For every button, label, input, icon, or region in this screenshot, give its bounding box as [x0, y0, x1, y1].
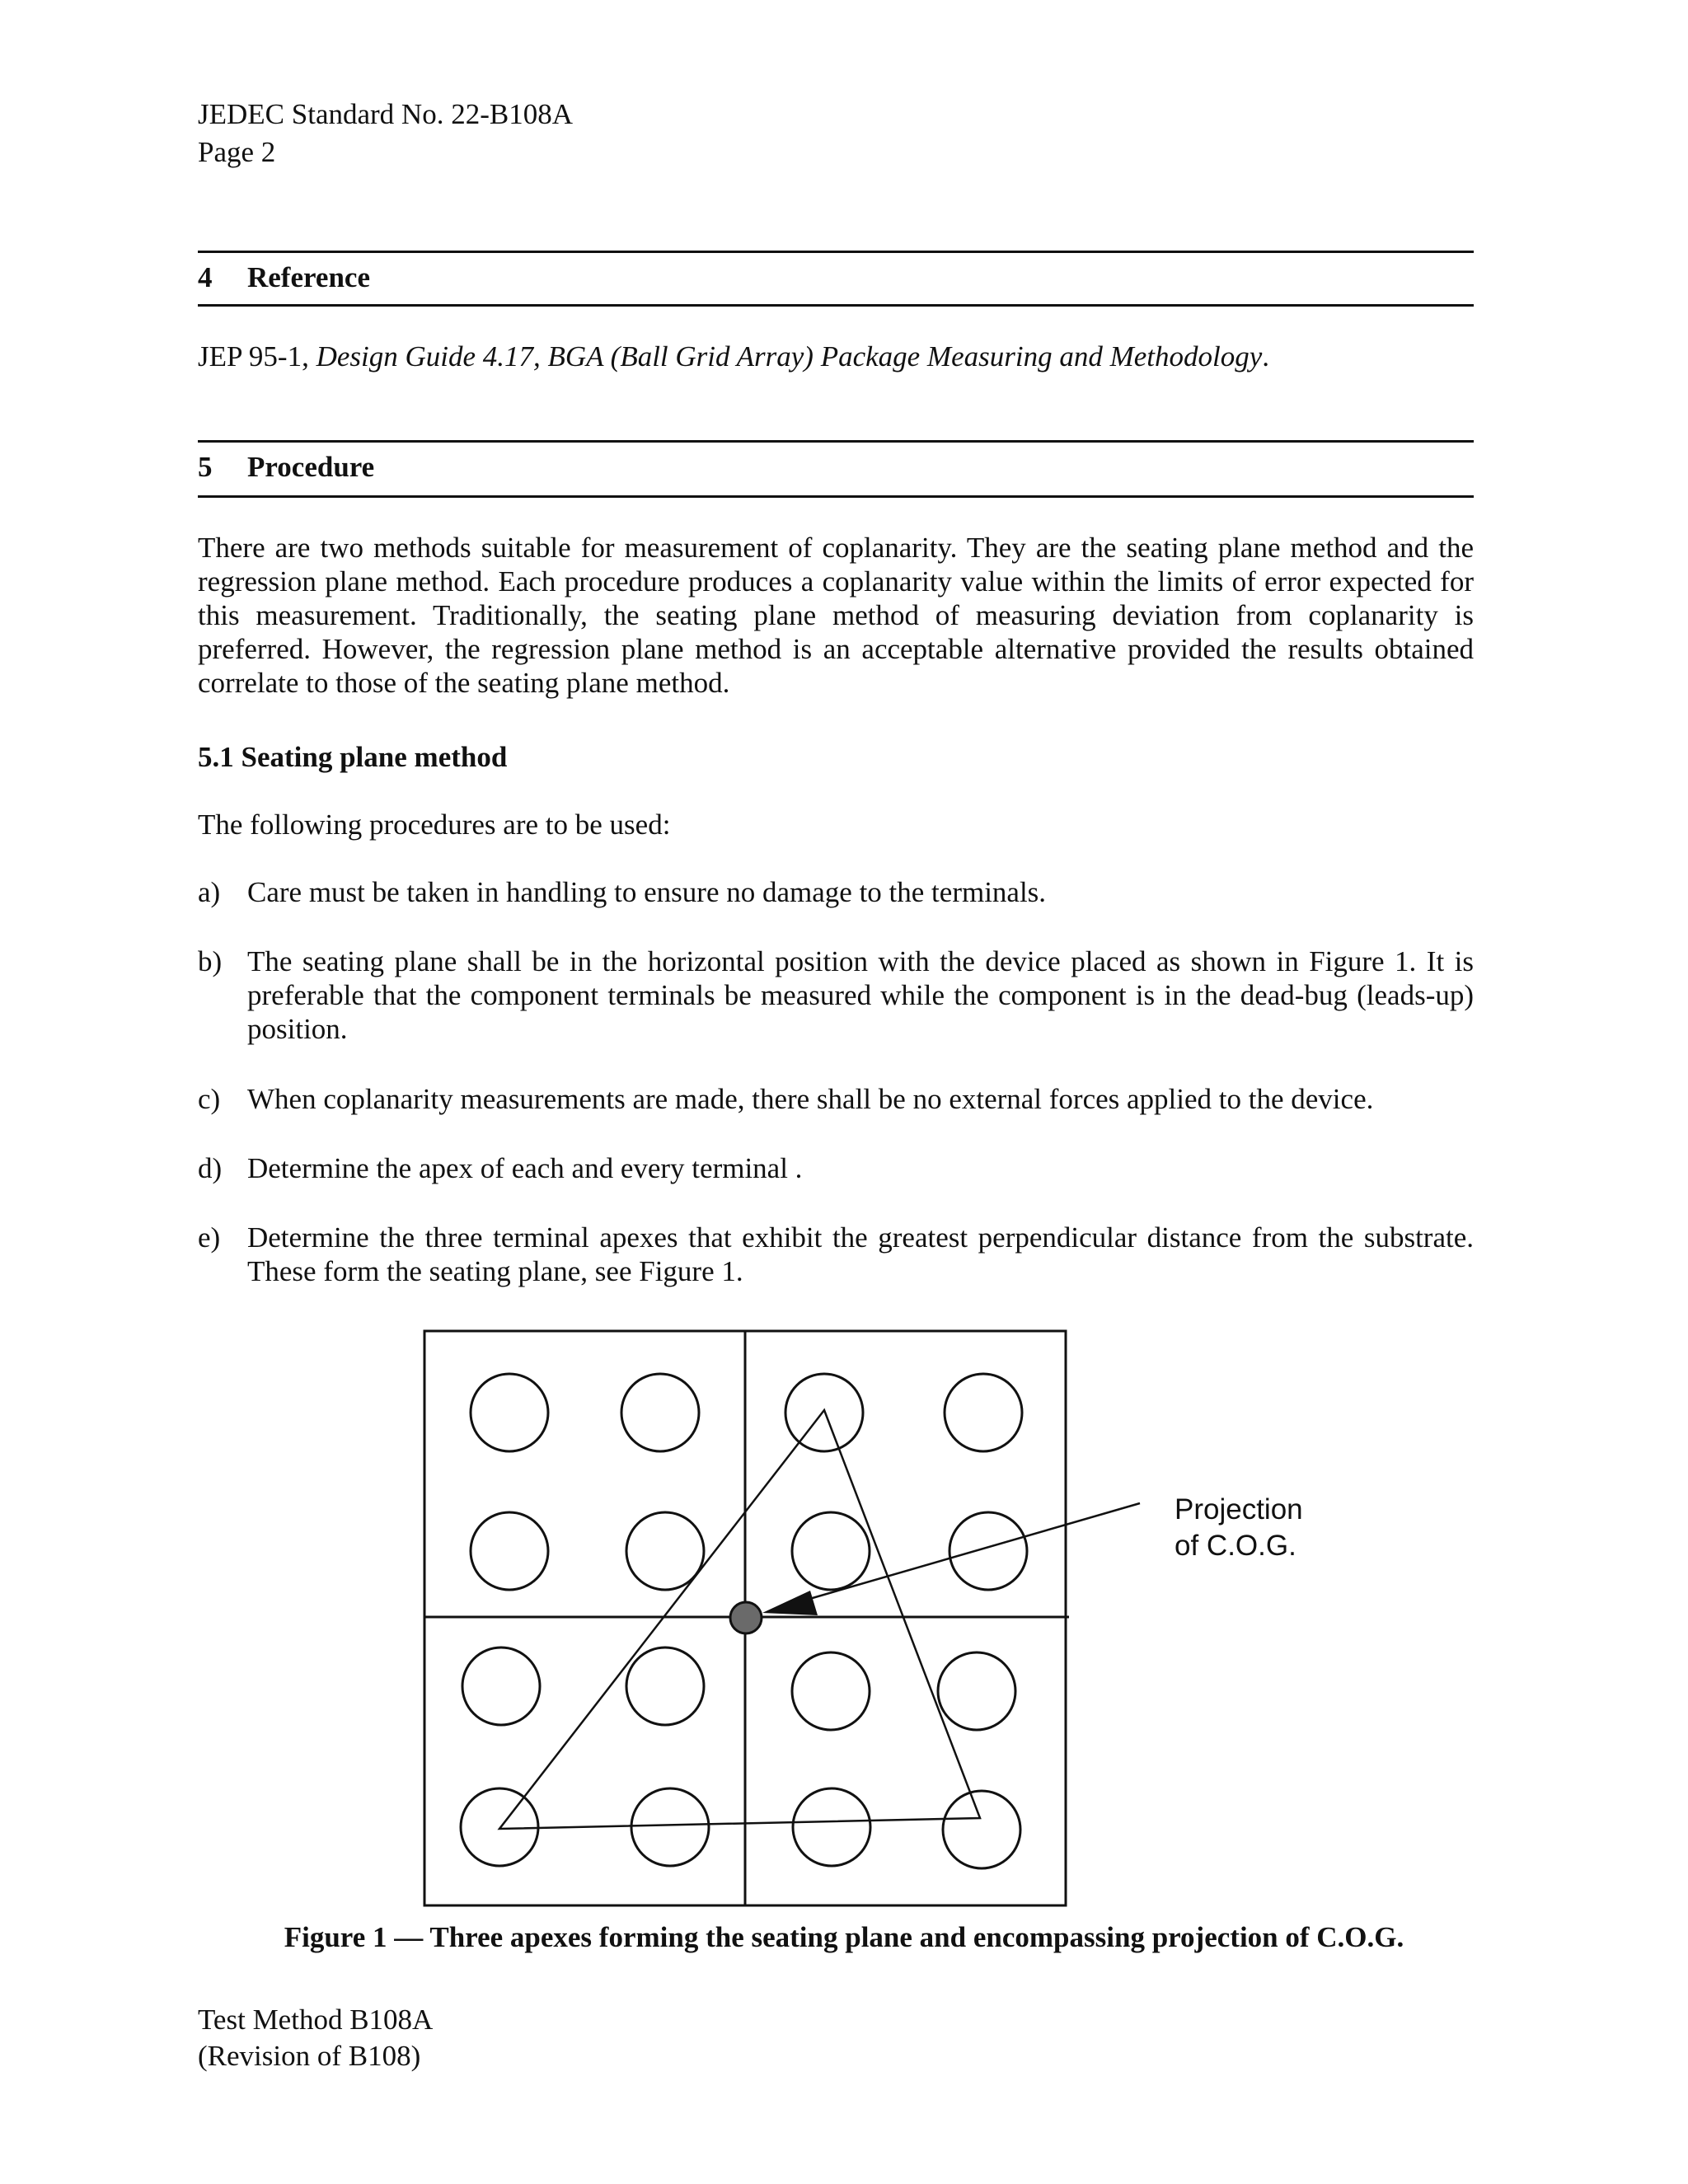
list-item-label: a)	[198, 876, 221, 908]
terminal-ball	[793, 1788, 870, 1866]
section4-top-rule	[198, 251, 1474, 253]
cog-arrow-head	[762, 1591, 818, 1615]
terminal-ball	[950, 1512, 1027, 1590]
section5-heading	[198, 448, 374, 486]
terminal-ball	[792, 1512, 870, 1590]
section5-title: Procedure	[247, 451, 375, 483]
terminal-ball	[792, 1652, 870, 1730]
reference-suffix: .	[1262, 340, 1270, 373]
list-item	[198, 1151, 1474, 1185]
terminal-ball	[461, 1788, 538, 1866]
section5-number: 5	[198, 451, 213, 483]
procedures-intro: The following procedures are to be used:	[198, 808, 671, 841]
list-item-label: d)	[198, 1152, 223, 1184]
list-item-text: The seating plane shall be in the horizontal position with the device placed as shown in Figure 1. It is preferable that the component terminals be measured while the component is in the dead-bug (leads-up) position.	[247, 945, 1474, 1045]
list-item-label: b)	[198, 945, 223, 977]
reference-entry	[198, 338, 1269, 376]
list-item	[198, 1221, 1474, 1288]
list-item-text: When coplanarity measurements are made, there shall be no external forces applied to the device.	[247, 1083, 1374, 1115]
footer-revision: (Revision of B108)	[198, 2040, 421, 2072]
section4-heading	[198, 259, 370, 297]
cog-leader-line	[795, 1503, 1140, 1603]
section4-bottom-rule	[198, 304, 1474, 307]
terminal-ball	[621, 1374, 699, 1451]
list-item-text: Determine the apex of each and every terminal .	[247, 1152, 803, 1184]
document-standard-header: JEDEC Standard No. 22-B108A	[198, 98, 573, 130]
package-outline	[424, 1331, 1066, 1905]
section5-top-rule	[198, 440, 1474, 443]
projection-label-line1: Projection	[1175, 1493, 1303, 1526]
terminal-ball	[938, 1652, 1015, 1730]
terminal-ball	[785, 1374, 863, 1451]
reference-prefix: JEP 95-1,	[198, 340, 316, 373]
reference-title: Design Guide 4.17, BGA (Ball Grid Array) Package Measuring and Methodology	[316, 340, 1263, 373]
page-number: Page 2	[198, 136, 276, 168]
seating-plane-triangle	[499, 1410, 980, 1829]
list-item	[198, 944, 1474, 1046]
terminal-ball	[631, 1788, 709, 1866]
section5-bottom-rule	[198, 495, 1474, 498]
list-item-label: e)	[198, 1221, 221, 1254]
list-item-text: Care must be taken in handling to ensure no damage to the terminals.	[247, 876, 1047, 908]
terminal-ball	[943, 1791, 1020, 1868]
section4-number: 4	[198, 261, 213, 293]
projection-label-line2: of C.O.G.	[1175, 1530, 1296, 1562]
footer-test-method: Test Method B108A	[198, 2004, 434, 2036]
terminal-ball	[626, 1647, 704, 1725]
terminal-ball	[626, 1512, 704, 1590]
list-item-label: c)	[198, 1083, 221, 1115]
terminal-ball	[462, 1647, 540, 1725]
list-item-text: Determine the three terminal apexes that exhibit the greatest perpendicular distance from the substrate. These form the seating plane, see Figure 1.	[247, 1221, 1474, 1287]
terminal-ball	[471, 1512, 548, 1590]
terminal-ball	[945, 1374, 1022, 1451]
list-item	[198, 875, 1474, 909]
figure1-caption: Figure 1 — Three apexes forming the seating plane and encompassing projection of C.O.G.	[284, 1921, 1404, 1953]
section4-title: Reference	[247, 261, 370, 293]
list-item	[198, 1082, 1474, 1116]
cog-projection-dot	[730, 1602, 762, 1633]
terminal-ball	[471, 1374, 548, 1451]
subsection-5-1-heading: 5.1 Seating plane method	[198, 741, 508, 773]
procedure-intro-paragraph: There are two methods suitable for measurement of coplanarity. They are the seating plane method and the regression plane method. Each procedure produces a coplanarity value within the limits of error expected for this measurement. Traditionally, the seating plane method of measuring deviation from coplanarity is preferred. However, the regression plane method is an acceptable alternative provided the results obtained correlate to those of the seating plane method.	[198, 532, 1474, 699]
